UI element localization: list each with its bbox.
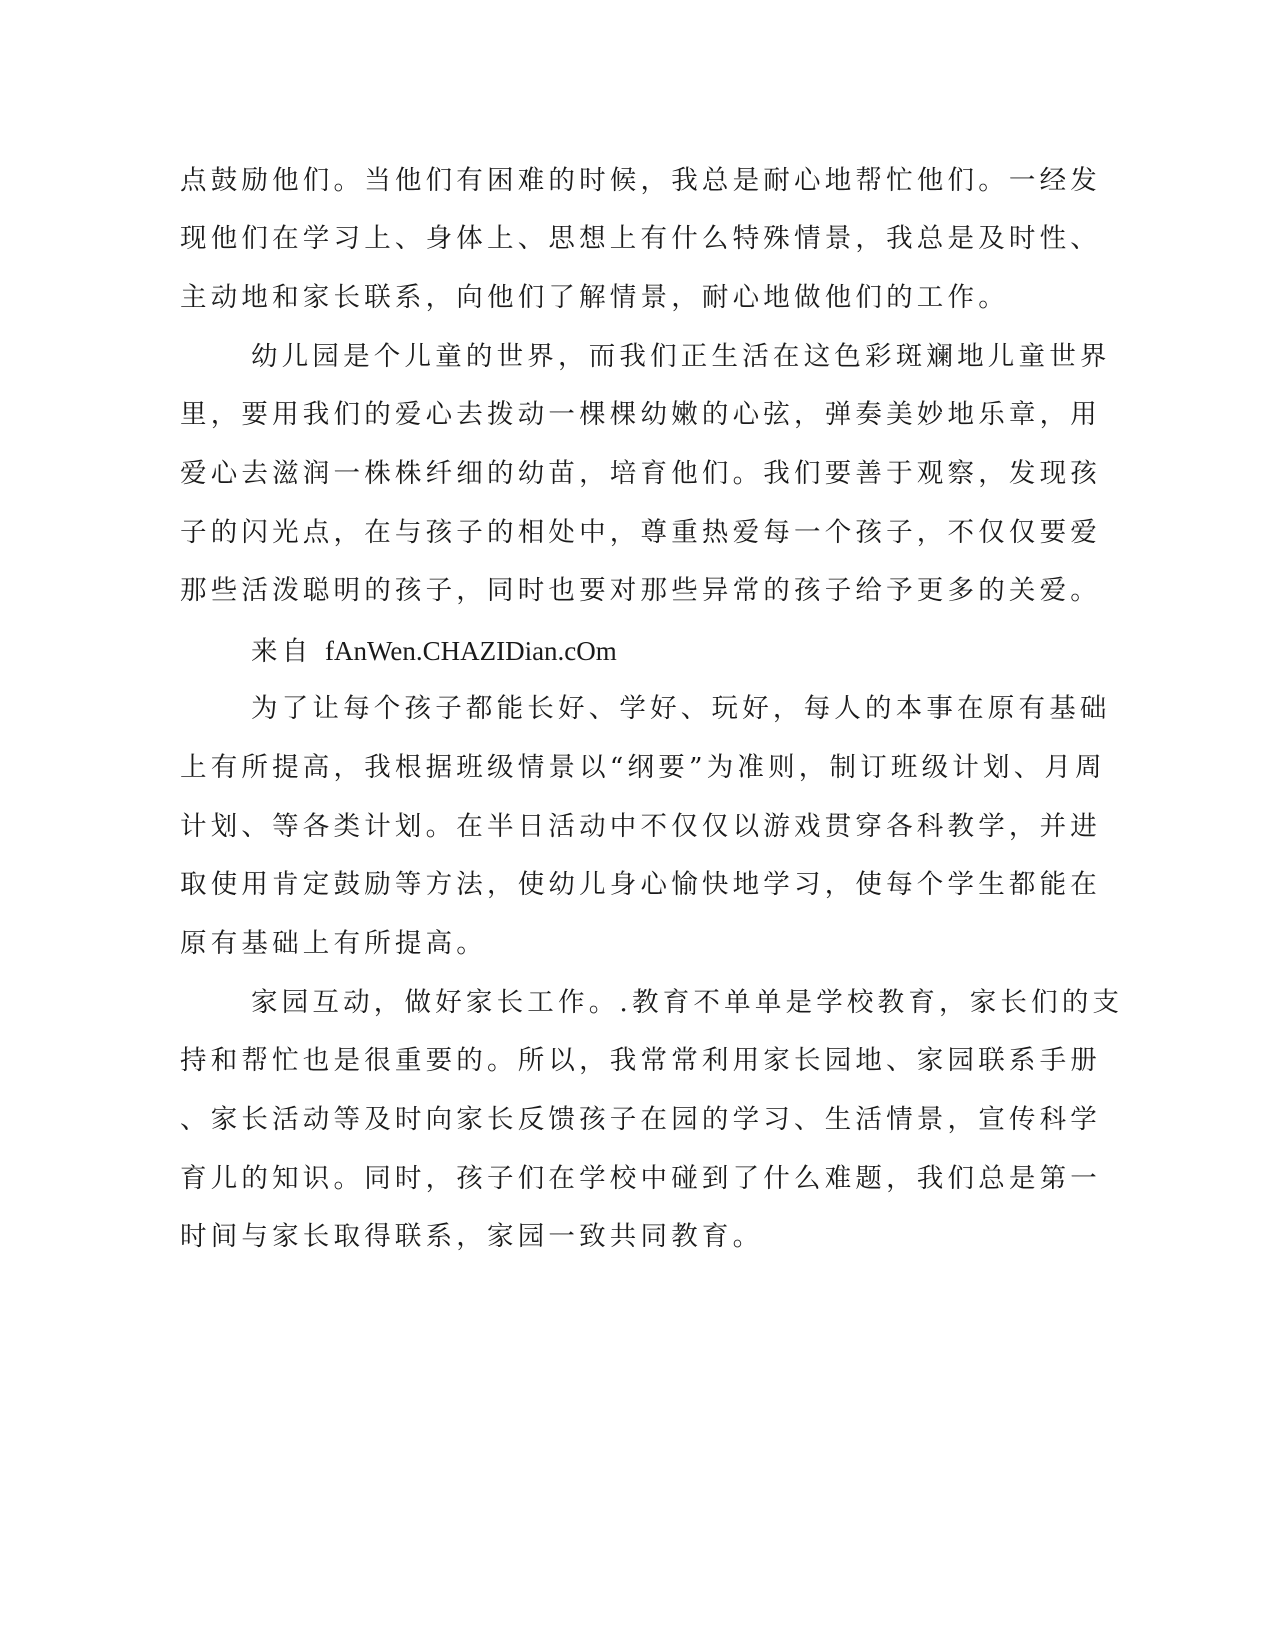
text-line: 取使用肯定鼓励等方法，使幼儿身心愉快地学习，使每个学生都能在: [180, 869, 1101, 900]
text-line: 时间与家长取得联系，家园一致共同教育。: [180, 1221, 764, 1252]
source-url: fAnWen.CHAZIDian.cOm: [325, 636, 617, 666]
text-line: 育儿的知识。同时，孩子们在学校中碰到了什么难题，我们总是第一: [180, 1163, 1101, 1194]
text-line: 幼儿园是个儿童的世界，而我们正生活在这色彩斑斓地儿童世界: [251, 341, 1111, 372]
text-line: 主动地和家长联系，向他们了解情景，耐心地做他们的工作。: [180, 282, 1009, 313]
text-line: 子的闪光点，在与孩子的相处中，尊重热爱每一个孩子，不仅仅要爱: [180, 517, 1101, 548]
source-prefix: 来自: [251, 636, 313, 667]
text-line: 爱心去滋润一株株纤细的幼苗，培育他们。我们要善于观察，发现孩: [180, 458, 1101, 489]
text-line: 点鼓励他们。当他们有困难的时候，我总是耐心地帮忙他们。一经发: [180, 165, 1101, 196]
text-line: 家园互动，做好家长工作。.教育不单单是学校教育，家长们的支: [251, 987, 1124, 1018]
text-line: 原有基础上有所提高。: [180, 928, 487, 959]
text-line: 、家长活动等及时向家长反馈孩子在园的学习、生活情景，宣传科学: [180, 1104, 1101, 1135]
source-line: [251, 634, 617, 669]
text-line: 持和帮忙也是很重要的。所以，我常常利用家长园地、家园联系手册: [180, 1045, 1101, 1076]
text-line: 里，要用我们的爱心去拨动一棵棵幼嫩的心弦，弹奏美妙地乐章，用: [180, 399, 1101, 430]
text-line: 上有所提高，我根据班级情景以“纲要”为准则，制订班级计划、月周: [180, 752, 1106, 783]
text-line: 现他们在学习上、身体上、思想上有什么特殊情景，我总是及时性、: [180, 223, 1101, 254]
text-line: 为了让每个孩子都能长好、学好、玩好，每人的本事在原有基础: [251, 693, 1111, 724]
text-line: 那些活泼聪明的孩子，同时也要对那些异常的孩子给予更多的关爱。: [180, 575, 1101, 606]
text-line: 计划、等各类计划。在半日活动中不仅仅以游戏贯穿各科教学，并进: [180, 811, 1101, 842]
